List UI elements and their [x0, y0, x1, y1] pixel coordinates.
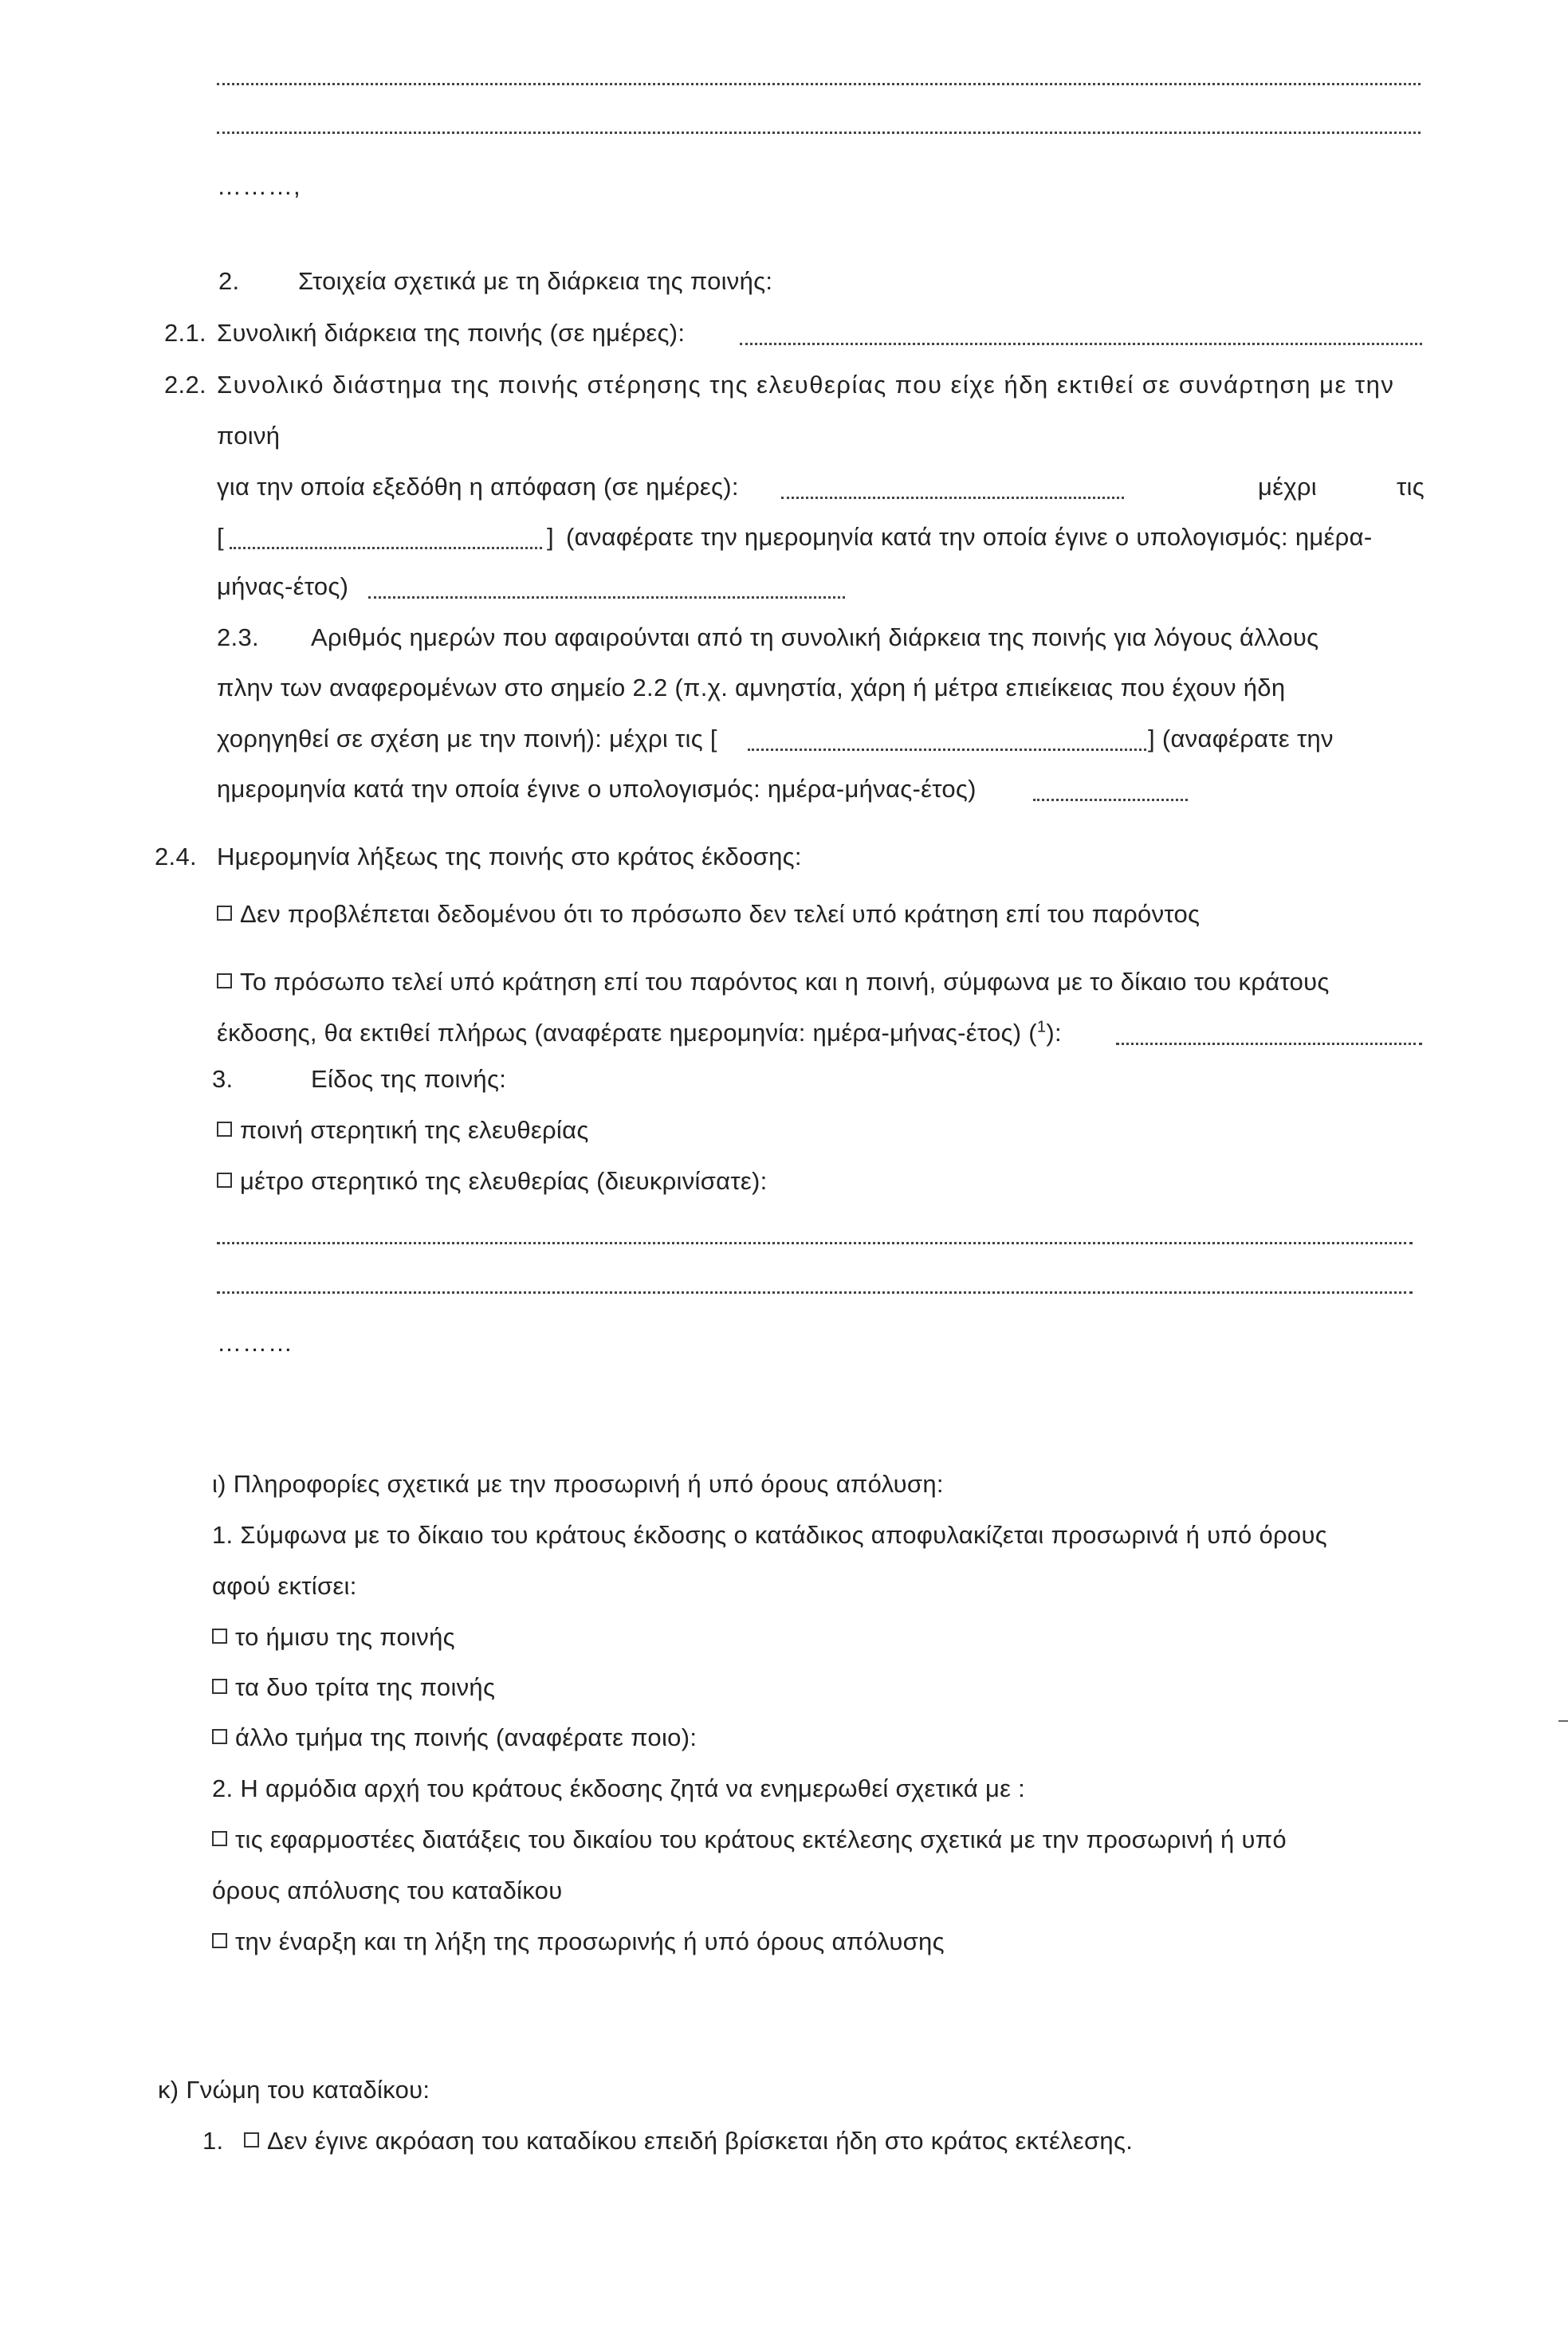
item-2-4-option-2-colon: ): [1046, 1019, 1062, 1047]
item-2-4-option-2-text-2: έκδοσης, θα εκτιθεί πλήρως (αναφέρατε ημερομηνία: ημέρα-μήνας-έτος) ( [217, 1019, 1037, 1047]
item-2-2-line-1 [217, 369, 1422, 401]
checkbox[interactable] [217, 1122, 232, 1137]
section-k-item-1[interactable] [244, 2125, 1133, 2157]
section-i-paragraph-2-option-1[interactable] [212, 1824, 1287, 1856]
section-i-option-half[interactable] [212, 1621, 455, 1653]
section-k-title: κ) Γνώμη του καταδίκου: [158, 2076, 430, 2104]
section-3-option-2[interactable] [217, 1165, 768, 1197]
item-2-4-number: 2.4. [155, 843, 197, 870]
section-i-option-other-label: άλλο τμήμα της ποινής (αναφέρατε ποιο): [235, 1723, 698, 1751]
section-i-paragraph-2-option-2[interactable] [212, 1926, 945, 1958]
section-i-paragraph-2-option-1-label: τις εφαρμοστέες διατάξεις του δικαίου του κράτους εκτέλεσης σχετικά με την προσωρινή ή υπό [235, 1825, 1287, 1853]
item-2-2-text-3b: μέχρι [1258, 473, 1317, 501]
item-2-3-text-2: πλην των αναφερομένων στο σημείο 2.2 (π.χ. αμνηστία, χάρη ή μέτρα επιείκειας που έχουν ήδη [217, 674, 1286, 701]
section-i-paragraph-1: 1. Σύμφωνα με το δίκαιο του κράτους έκδοσης ο κατάδικος αποφυλακίζεται προσωρινά ή υπό όρους [212, 1521, 1327, 1549]
item-2-4-option-2-label: Το πρόσωπο τελεί υπό κράτηση επί του παρόντος και η ποινή, σύμφωνα με το δίκαιο του κράτους [240, 968, 1330, 996]
item-2-3-text-3b: ] (αναφέρατε την [1148, 725, 1334, 753]
item-2-2-number: 2.2. [164, 371, 206, 399]
section-2-title: Στοιχεία σχετικά με τη διάρκεια της ποινής: [298, 267, 773, 295]
item-2-3-text-3a: χορηγηθεί σε σχέση με την ποινή): μέχρι τις [ [217, 725, 717, 753]
section-3-fill-end: ……… [217, 1329, 293, 1357]
item-2-2-bracket-open: [ [217, 523, 224, 551]
section-3-number: 3. [212, 1065, 234, 1093]
section-k-item-1-number: 1. [202, 2127, 224, 2155]
item-2-2-text-3c: τις [1397, 473, 1425, 501]
footnote-marker: 1 [1036, 1018, 1047, 1036]
item-2-2-text-2: ποινή [217, 422, 281, 450]
item-2-2-bracket-close: ] [547, 523, 554, 551]
item-2-2-fill-days [781, 497, 1124, 499]
section-i-paragraph-2-option-2-label: την έναρξη και τη λήξη της προσωρινής ή υπό όρους απόλυσης [235, 1927, 945, 1955]
section-i-option-two-thirds-label: τα δυο τρίτα της ποινής [235, 1673, 496, 1701]
section-3-option-2-label: μέτρο στερητικό της ελευθερίας (διευκρινίσατε): [240, 1167, 768, 1195]
item-2-3-text-4: ημερομηνία κατά την οποία έγινε ο υπολογισμός: ημέρα-μήνας-έτος) [217, 775, 977, 803]
scan-margin-mark [1558, 1720, 1568, 1722]
section-2-number: 2. [218, 267, 240, 295]
item-2-4-option-2-line-2 [217, 1017, 1062, 1049]
item-2-1-text: Συνολική διάρκεια της ποινής (σε ημέρες): [217, 319, 686, 347]
section-i-option-half-label: το ήμισυ της ποινής [235, 1623, 455, 1651]
checkbox[interactable] [244, 2132, 259, 2147]
section-3-fill-line-2 [217, 1291, 1413, 1294]
section-k-item-1-label: Δεν έγινε ακρόαση του καταδίκου επειδή βρίσκεται ήδη στο κράτος εκτέλεσης. [267, 2127, 1134, 2155]
item-2-2-text-4: (αναφέρατε την ημερομηνία κατά την οποία έγινε ο υπολογισμός: ημέρα- [566, 523, 1373, 551]
section-i-paragraph-2-option-1-cont: όρους απόλυσης του καταδίκου [212, 1876, 563, 1904]
item-2-1-fill [740, 343, 1422, 345]
item-2-4-option-1-label: Δεν προβλέπεται δεδομένου ότι το πρόσωπο δεν τελεί υπό κράτηση επί του παρόντος [240, 900, 1201, 928]
section-i-paragraph-1-cont: αφού εκτίσει: [212, 1572, 357, 1600]
item-2-2-text-1: Συνολικό διάστημα της ποινής στέρησης της ελευθερίας που είχε ήδη εκτιθεί σε συνάρτηση με την [217, 371, 1395, 399]
section-i-title: ι) Πληροφορίες σχετικά με την προσωρινή ή υπό όρους απόλυση: [212, 1470, 944, 1498]
section-3-title: Είδος της ποινής: [311, 1065, 507, 1093]
checkbox[interactable] [217, 906, 232, 921]
fill-line-top-2 [217, 132, 1421, 134]
item-2-2-fill-date [230, 547, 542, 549]
checkbox[interactable] [212, 1729, 227, 1744]
fill-line-top-1 [217, 83, 1421, 85]
section-i-option-two-thirds[interactable] [212, 1672, 495, 1703]
checkbox[interactable] [212, 1679, 227, 1694]
item-2-2-text-5: μήνας-έτος) [217, 572, 349, 600]
checkbox[interactable] [217, 1173, 232, 1188]
item-2-3-fill-calc [1033, 799, 1188, 801]
section-3-fill-line-1 [217, 1242, 1413, 1244]
item-2-2-fill-date-2 [368, 596, 845, 599]
checkbox[interactable] [212, 1629, 227, 1644]
checkbox[interactable] [212, 1831, 227, 1846]
item-2-4-option-1[interactable] [217, 898, 1200, 930]
checkbox[interactable] [217, 973, 232, 988]
item-2-3-text-1: Αριθμός ημερών που αφαιρούνται από τη συνολική διάρκεια της ποινής για λόγους άλλους [311, 623, 1319, 651]
section-i-paragraph-2: 2. Η αρμόδια αρχή του κράτους έκδοσης ζητά να ενημερωθεί σχετικά με : [212, 1774, 1026, 1802]
item-2-4-option-2[interactable] [217, 966, 1330, 998]
item-2-3-fill-date [748, 749, 1146, 751]
item-2-2-text-3a: για την οποία εξεδόθη η απόφαση (σε ημέρες): [217, 473, 739, 501]
item-2-1-number: 2.1. [164, 319, 206, 347]
section-i-option-other[interactable] [212, 1722, 697, 1754]
item-2-4-fill-date [1116, 1043, 1422, 1045]
item-2-3-number: 2.3. [217, 623, 259, 651]
item-2-4-title: Ημερομηνία λήξεως της ποινής στο κράτος έκδοσης: [217, 843, 802, 870]
fill-line-top-end: ………, [217, 172, 301, 200]
checkbox[interactable] [212, 1933, 227, 1948]
section-3-option-1-label: ποινή στερητική της ελευθερίας [240, 1116, 589, 1144]
section-3-option-1[interactable] [217, 1114, 589, 1146]
